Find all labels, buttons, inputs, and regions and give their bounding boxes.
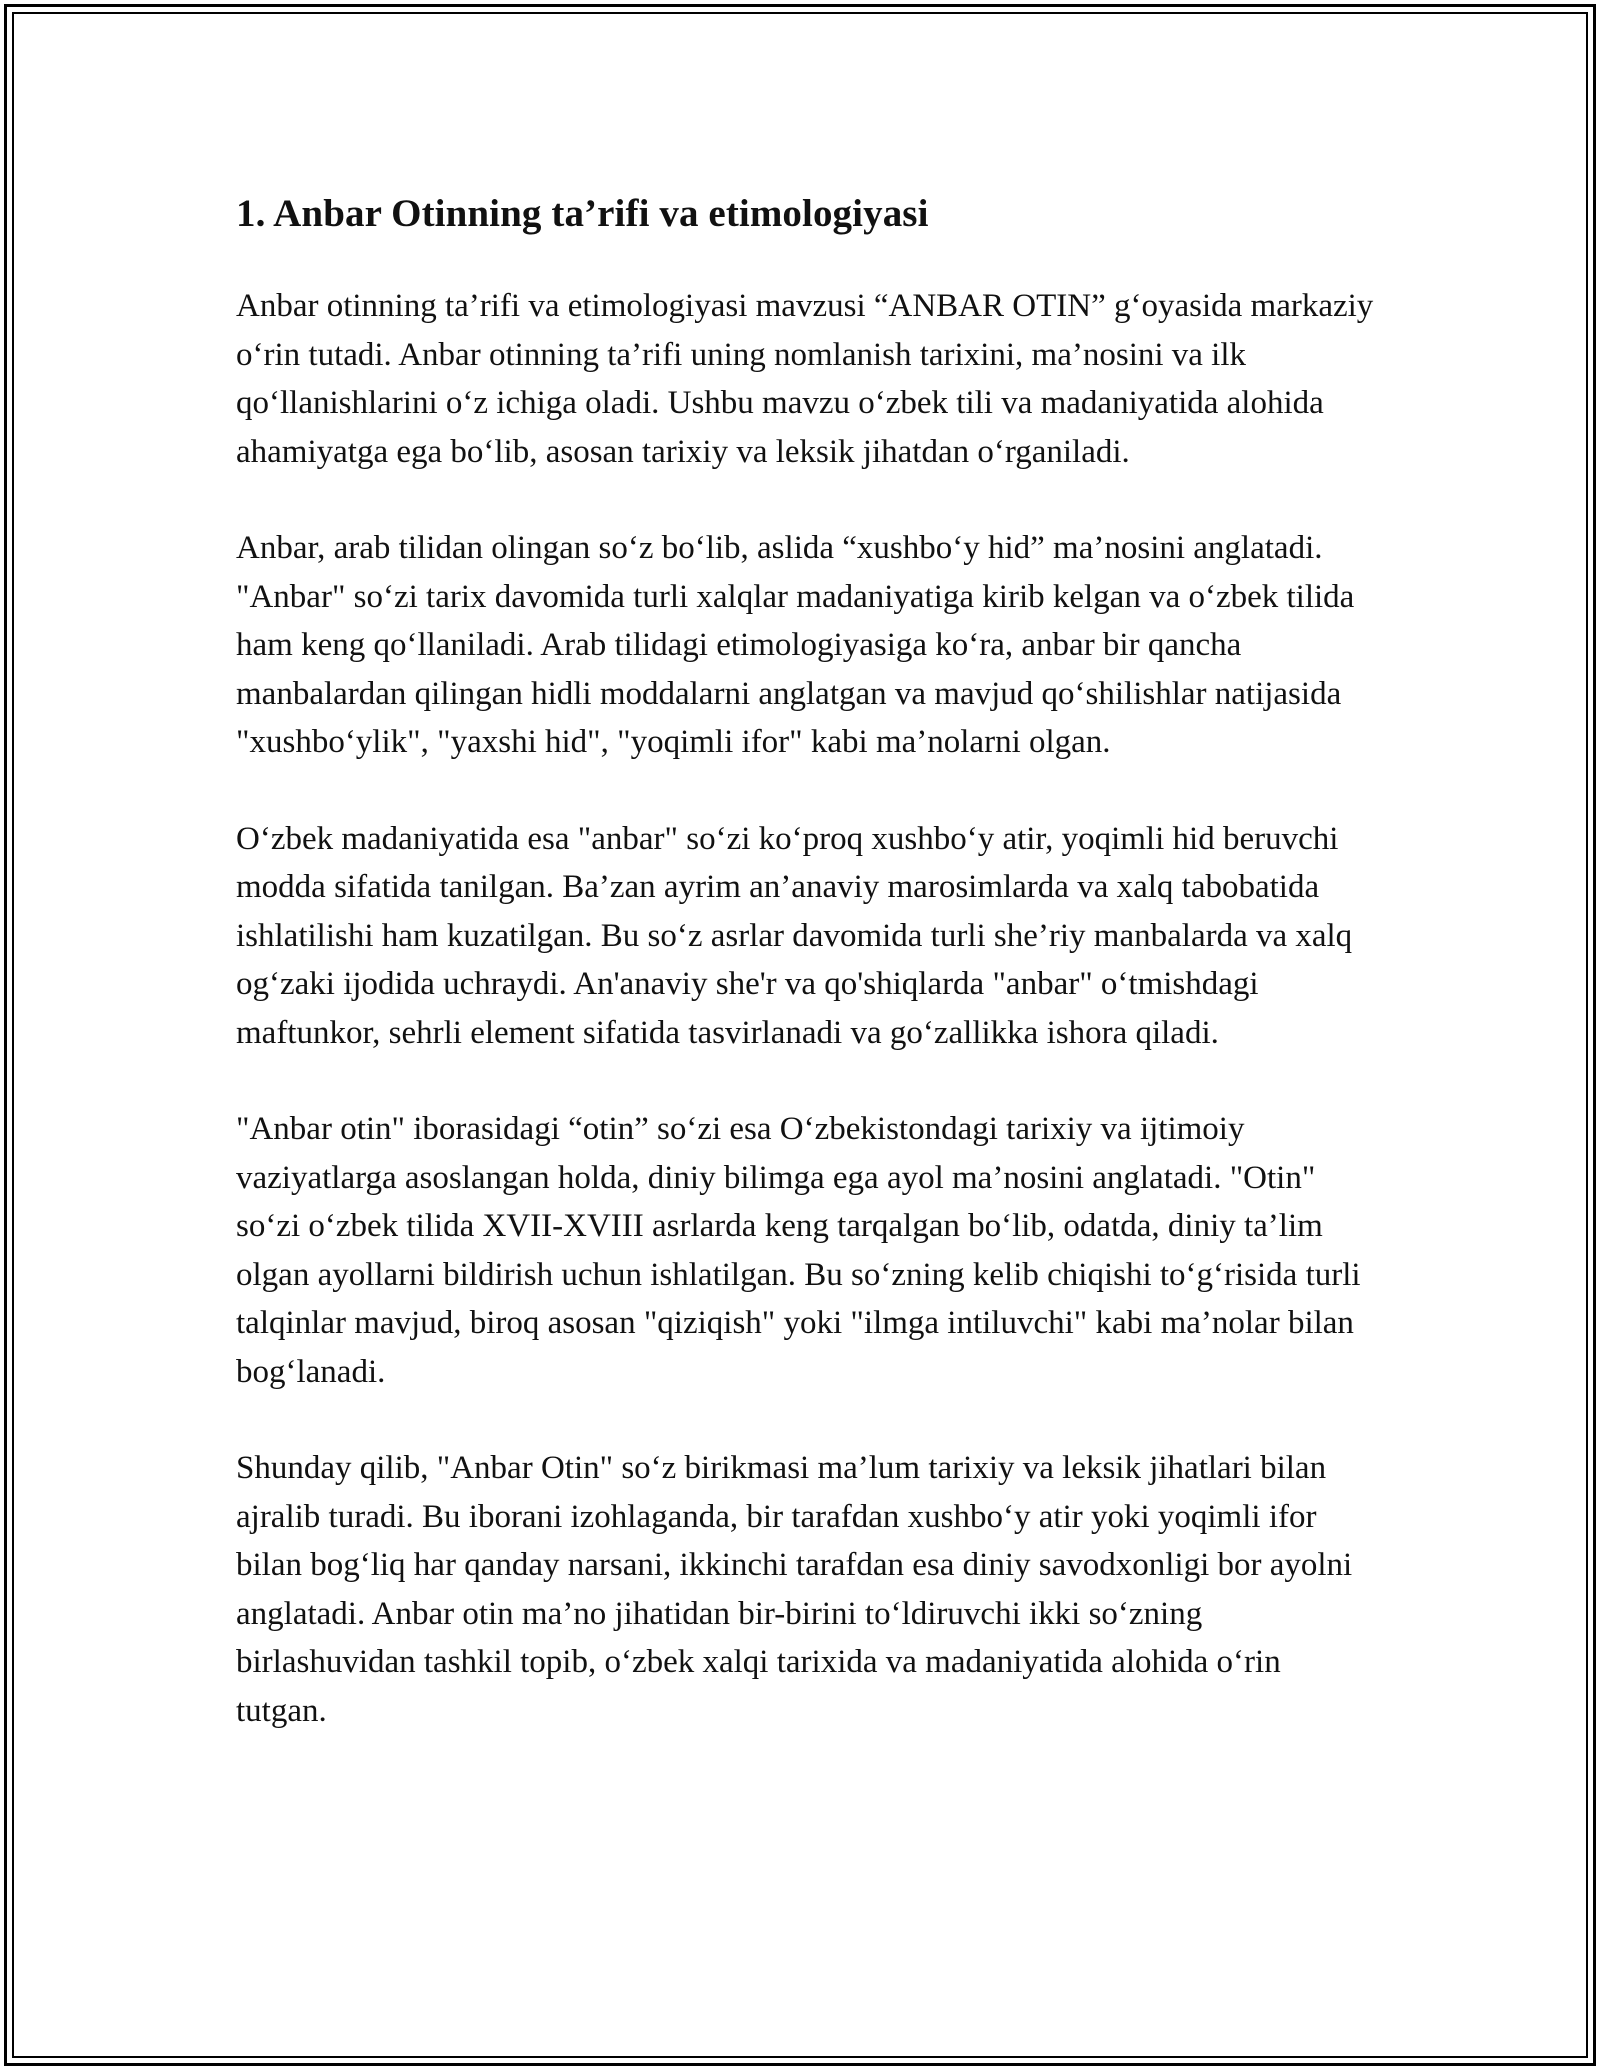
document-body xyxy=(236,186,1376,1783)
paragraph-uzbek-culture: O‘zbek madaniyatida esa "anbar" so‘zi ko‘proq xushbo‘y atir, yoqimli hid beruvchi modda sifatida tanilgan. Ba’zan ayrim an’anaviy marosimlarda va xalq tabobatida ishlatilishi ham kuzatilgan. Bu so‘z asrlar davomida turli she’riy manbalarda va xalq og‘zaki ijodida uchraydi. An'anaviy she'r va qo'shiqlarda "anbar" o‘tmishdagi maftunkor, sehrli element sifatida tasvirlanadi va go‘zallikka ishora qiladi. xyxy=(236,820,1353,1051)
paragraph-otin-meaning: "Anbar otin" iborasidagi “otin” so‘zi esa O‘zbekistondagi tarixiy va ijtimoiy vaziyatlarga asoslangan holda, diniy bilimga ega ayol ma’nosini anglatadi. "Otin" so‘zi o‘zbek tilida XVII-XVIII asrlarda keng tarqalgan bo‘lib, odatda, diniy ta’lim olgan ayollarni bildirish uchun ishlatilgan. Bu so‘zning kelib chiqishi to‘g‘risida turli talqinlar mavjud, biroq asosan "qiziqish" yoki "ilmga intiluvchi" kabi ma’nolar bilan bog‘lanadi. xyxy=(236,1111,1361,1390)
paragraph-conclusion: Shunday qilib, "Anbar Otin" so‘z birikmasi ma’lum tarixiy va leksik jihatlari bilan ajralib turadi. Bu iborani izohlaganda, bir tarafdan xushbo‘y atir yoki yoqimli ifor bilan bog‘liq har qanday narsani, ikkinchi tarafdan esa diniy savodxonligi bor ayolni anglatadi. Anbar otin ma’no jihatidan bir-birini to‘ldiruvchi ikki so‘zning birlashuvidan tashkil topib, o‘zbek xalqi tarixida va madaniyatida alohida o‘rin tutgan. xyxy=(236,1450,1353,1729)
section-heading: 1. Anbar Otinning ta’rifi va etimologiyasi xyxy=(236,192,929,235)
paragraph-arabic-origin: Anbar, arab tilidan olingan so‘z bo‘lib, aslida “xushbo‘y hid” ma’nosini anglatadi. "Anbar" so‘zi tarix davomida turli xalqlar madaniyatiga kirib kelgan va o‘zbek tilida ham keng qo‘llaniladi. Arab tilidagi etimologiyasiga ko‘ra, anbar bir qancha manbalardan qilingan hidli moddalarni anglatgan va mavjud qo‘shilishlar natijasida "xushbo‘ylik", "yaxshi hid", "yoqimli ifor" kabi ma’nolarni olgan. xyxy=(236,530,1355,760)
paragraph-definition: Anbar otinning ta’rifi va etimologiyasi mavzusi “ANBAR OTIN” g‘oyasida markaziy o‘rin tutadi. Anbar otinning ta’rifi uning nomlanish tarixini, ma’nosini va ilk qo‘llanishlarini o‘z ichiga oladi. Ushbu mavzu o‘zbek tili va madaniyatida alohida ahamiyatga ega bo‘lib, asosan tarixiy va leksik jihatdan o‘rganiladi. xyxy=(236,288,1374,470)
